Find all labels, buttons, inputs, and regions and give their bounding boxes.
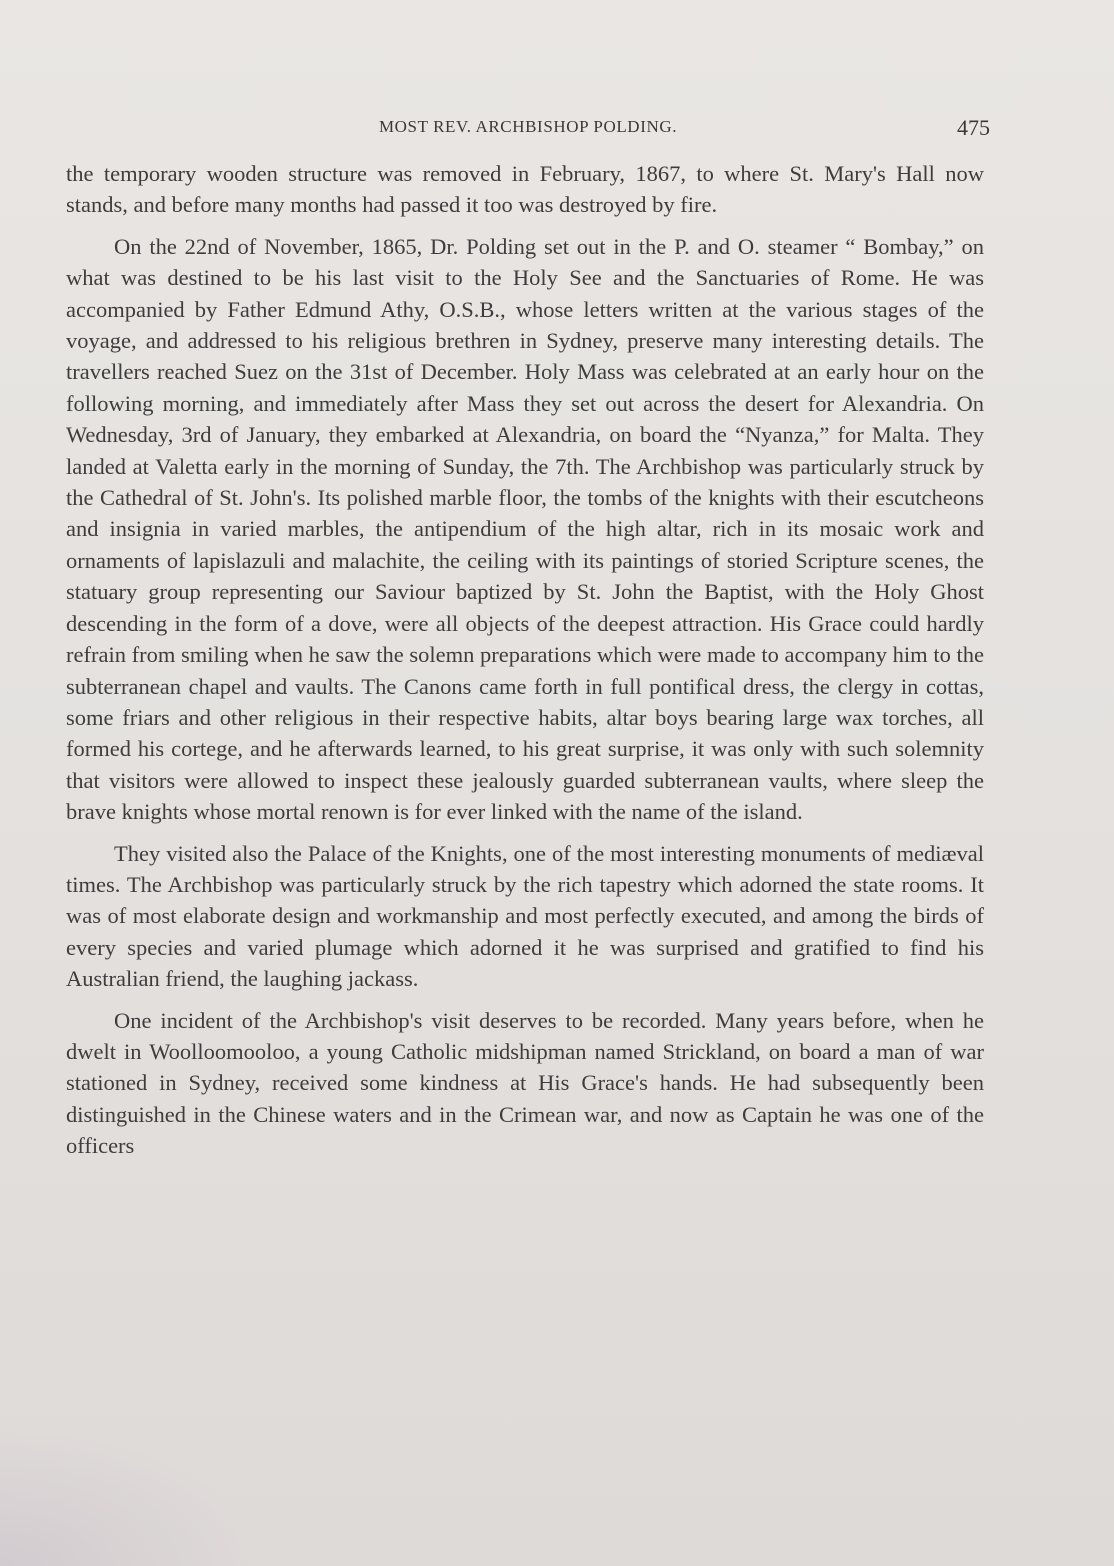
page-shadow: [0, 1426, 260, 1566]
page-number: 475: [957, 115, 990, 140]
paragraph-voyage: On the 22nd of November, 1865, Dr. Polding set out in the P. and O. steamer “ Bombay,” on what was destined to be his last visit to the Holy See and the Sanctuaries of Rome. He was accompanied by Father Edmund Athy, O.S.B., whose letters written at the various stages of the voyage, and addressed to his religious brethren in Sydney, preserve many interesting details. The travellers reached Suez on the 31st of December. Holy Mass was celebrated at an early hour on the following morning, and immediately after Mass they set out across the desert for Alexandria. On Wednesday, 3rd of January, they embarked at Alexandria, on board the “Nyanza,” for Malta. They landed at Valetta early in the morning of Sunday, the 7th. The Archbishop was particularly struck by the Cathedral of St. John's. Its polished marble floor, the tombs of the knights with their escutcheons and insignia in varied marbles, the antipendium of the high altar, rich in its mosaic work and ornaments of lapislazuli and malachite, the ceiling with its paintings of storied Scripture scenes, the statuary group representing our Saviour baptized by St. John the Baptist, with the Holy Ghost descending in the form of a dove, were all objects of the deepest attraction. His Grace could hardly refrain from smiling when he saw the solemn preparations which were made to accompany him to the subterranean chapel and vaults. The Canons came forth in full pontifical dress, the clergy in cottas, some friars and other religious in their respective habits, altar boys bearing large wax torches, all formed his cortege, and he afterwards learned, to his great surprise, it was only with such solemnity that visitors were allowed to inspect these jealously guarded subterranean vaults, where sleep the brave knights whose mortal renown is for ever linked with the name of the island.: [66, 233, 984, 825]
body-text: [66, 158, 984, 1172]
paragraph-continued: the temporary wooden structure was removed in February, 1867, to where St. Mary's Hall now stands, and before many months had passed it too was destroyed by fire.: [66, 161, 984, 218]
page-header: [66, 113, 990, 143]
paragraph-incident: One incident of the Archbishop's visit deserves to be recorded. Many years before, when he dwelt in Woolloomooloo, a young Catholic midshipman named Strickland, on board a man of war stationed in Sydney, received some kindness at His Grace's hands. He had subsequently been distinguished in the Chinese waters and in the Crimean war, and now as Captain he was one of the officers: [66, 1007, 984, 1159]
running-head: MOST REV. ARCHBISHOP POLDING.: [378, 117, 678, 136]
paragraph-palace: They visited also the Palace of the Knights, one of the most interesting monuments of mediæval times. The Archbishop was particularly struck by the rich tapestry which adorned the state rooms. It was of most elaborate design and workmanship and most perfectly executed, and among the birds of every species and varied plumage which adorned it he was surprised and gratified to find his Australian friend, the laughing jackass.: [66, 840, 984, 992]
